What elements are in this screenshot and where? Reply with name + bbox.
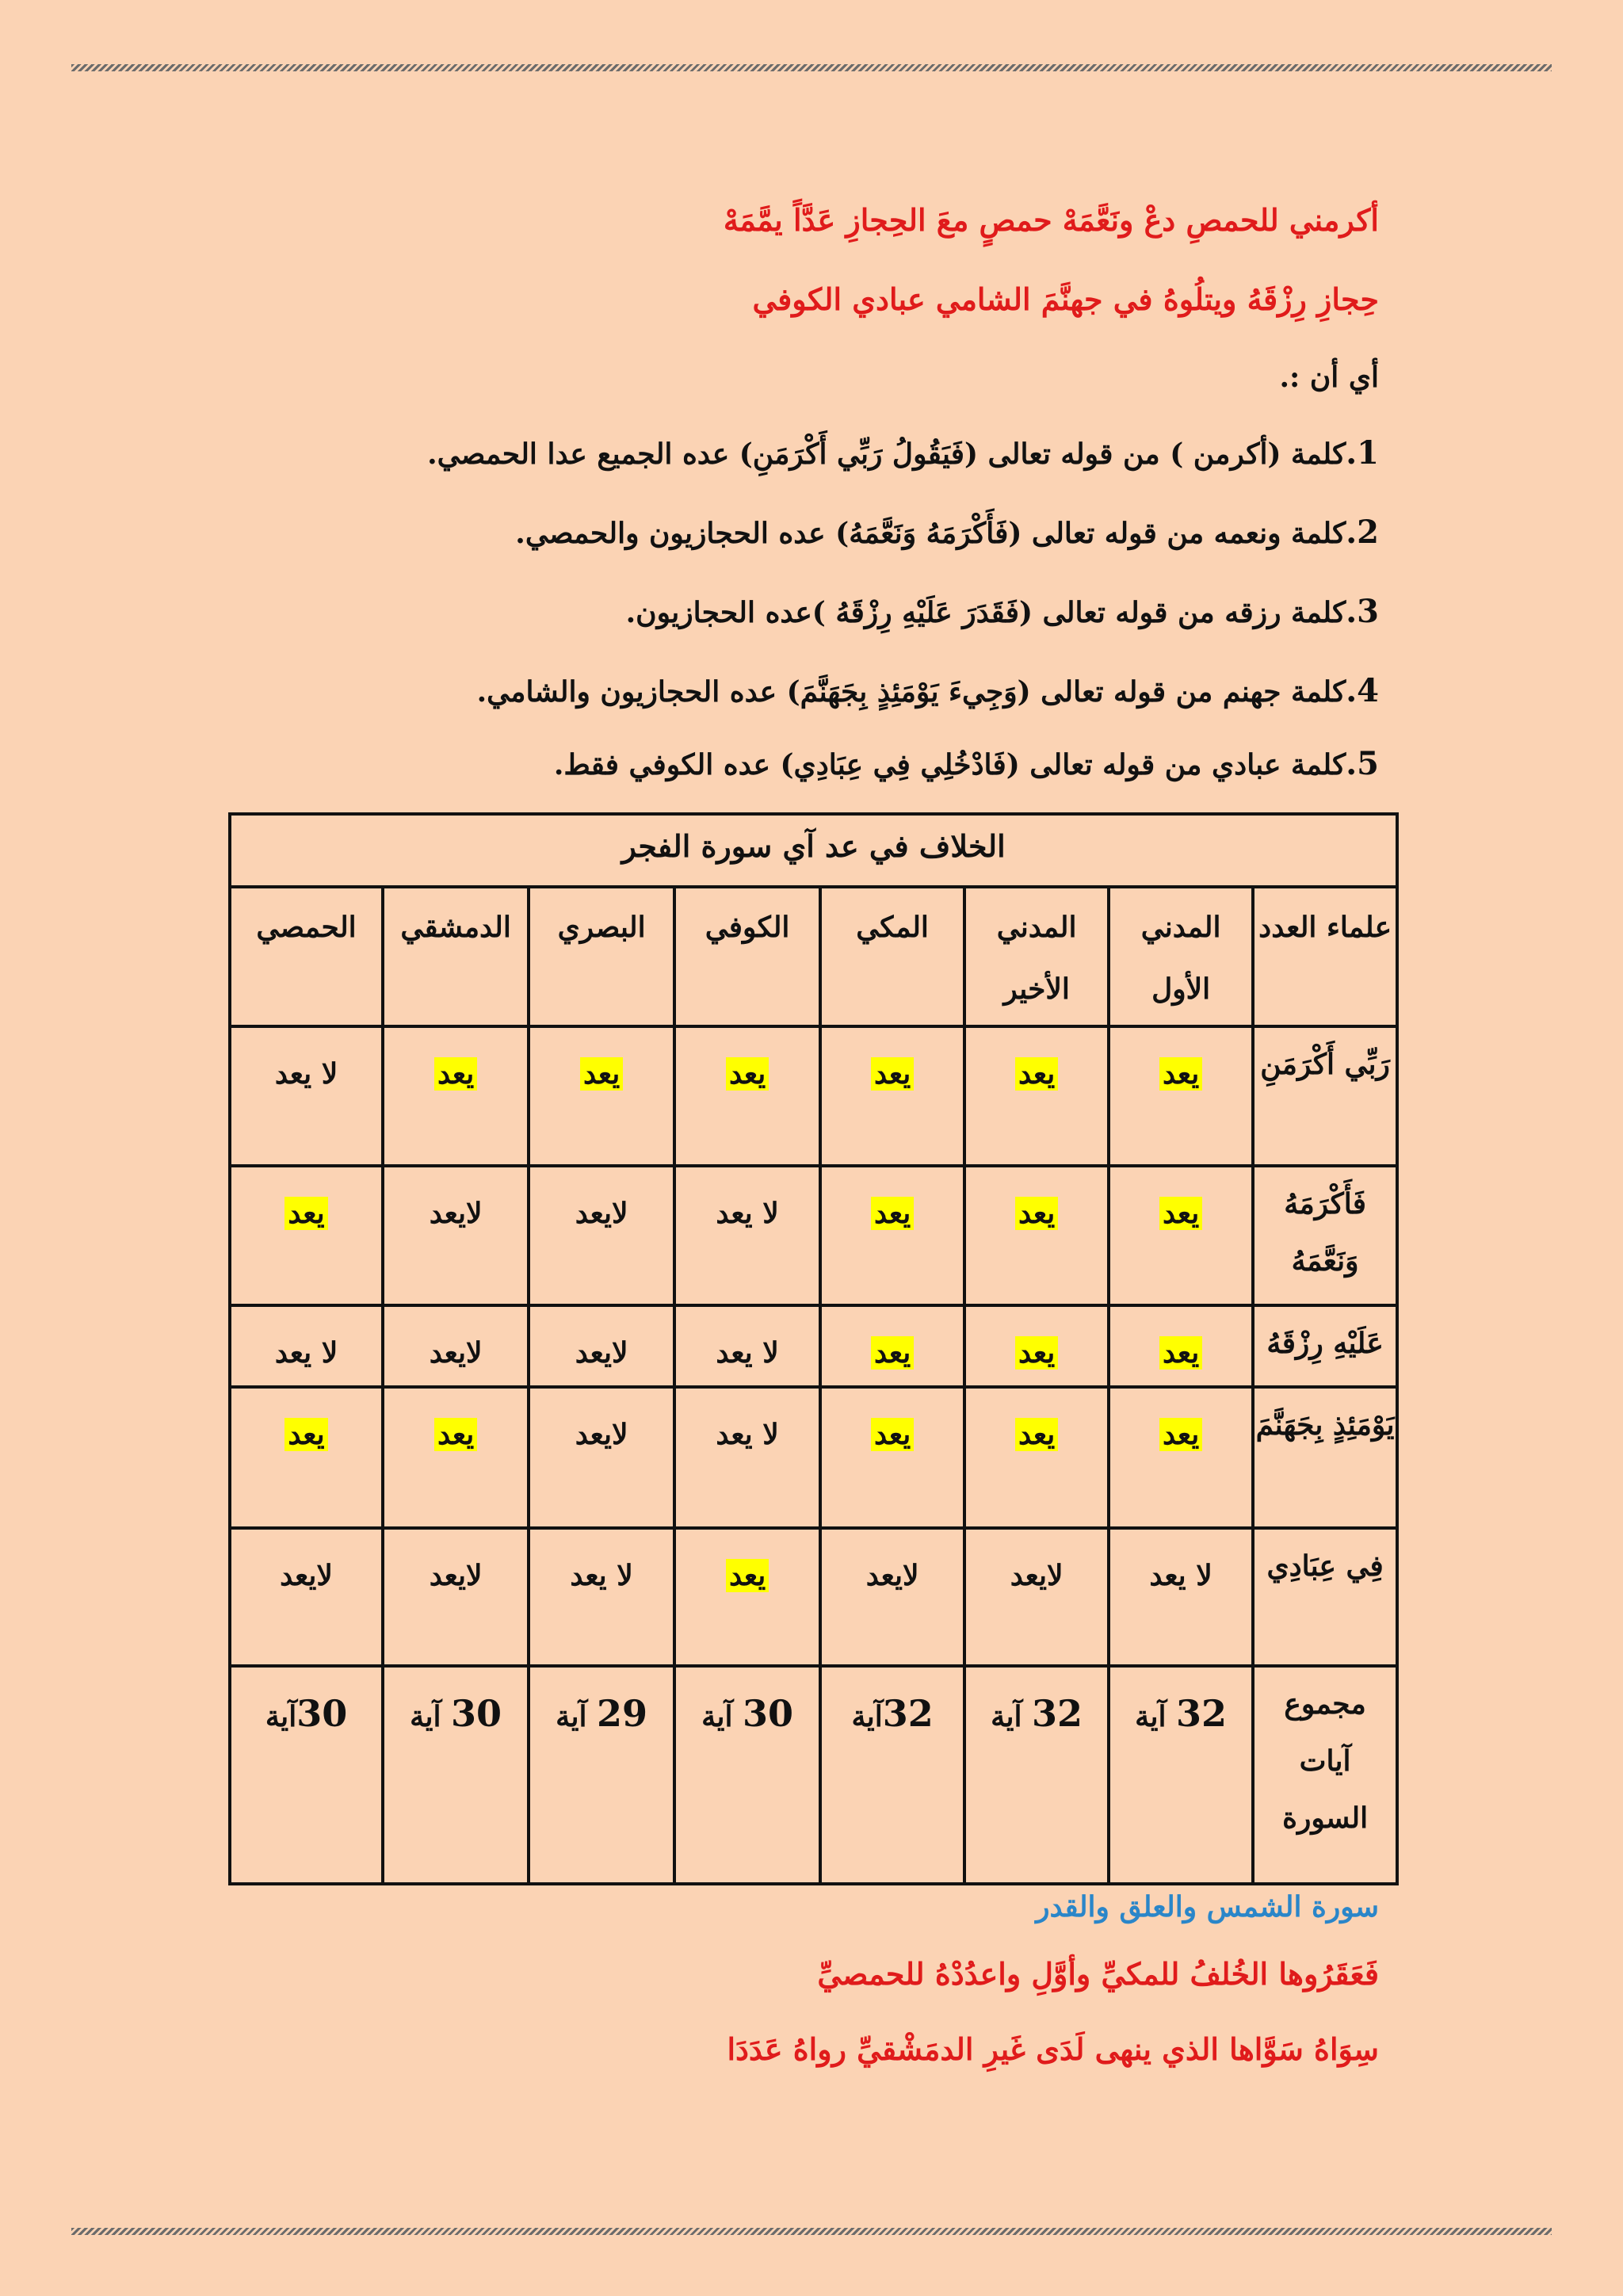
value-cell: يعد (964, 1166, 1109, 1305)
table-row (230, 1387, 1397, 1528)
value-cell: يعد (964, 1305, 1109, 1387)
value-cell: لايعد (383, 1166, 529, 1305)
value-cell: لا يعد (230, 1305, 383, 1387)
value-cell: لايعد (529, 1166, 674, 1305)
table-row (230, 1528, 1397, 1666)
header-cell: علماء العدد (1253, 887, 1397, 1026)
word-cell: رَبِّي أَكْرَمَنِ (1253, 1026, 1397, 1166)
value-cell: لايعد (964, 1528, 1109, 1666)
value-cell: يعد (1109, 1387, 1253, 1528)
total-cell: 32 آية (964, 1666, 1109, 1884)
section-title: سورة الشمس والعلق والقدر (1036, 1890, 1379, 1924)
table-row (230, 1166, 1397, 1305)
value-cell: يعد (383, 1387, 529, 1528)
header-cell: الكوفي (674, 887, 820, 1026)
list-item: 1.كلمة (أكرمن ) من قوله تعالى (فَيَقُولُ رَبِّي أَكْرَمَنِ) عده الجميع عدا الحمصي. (427, 434, 1379, 472)
value-cell: يعد (383, 1026, 529, 1166)
total-label-cell: مجموع آيات السورة (1253, 1666, 1397, 1884)
word-cell: عَلَيْهِ رِزْقَهُ (1253, 1305, 1397, 1387)
value-cell: لايعد (383, 1528, 529, 1666)
poem-line-2: حِجازِ رِزْقَهُ ويتلُوهُ في جهنَّمَ الشامي عبادي الكوفي (752, 281, 1379, 317)
value-cell: يعد (674, 1528, 820, 1666)
value-cell: لا يعد (230, 1026, 383, 1166)
word-cell: يَوْمَئِذٍ بِجَهَنَّمَ (1253, 1387, 1397, 1528)
poem2-line-1: فَعَقَرُوها الخُلفُ للمكيِّ وأوَّلِ واعدُدْهُ للحمصيِّ (817, 1956, 1379, 1992)
list-item: 3.كلمة رزقه من قوله تعالى (فَقَدَرَ عَلَيْهِ رِزْقَهُ )عده الحجازيون. (625, 593, 1379, 630)
header-cell: المكي (820, 887, 964, 1026)
poem2-line-2: سِوَاهُ سَوَّاها الذي ينهى لَدَى غَيرِ الدمَشْقيِّ رواهُ عَدَدَا (727, 2031, 1379, 2067)
word-cell: فَأَكْرَمَهُ وَنَعَّمَهُ (1253, 1166, 1397, 1305)
header-cell: المدني الأول (1109, 887, 1253, 1026)
value-cell: لايعد (383, 1305, 529, 1387)
value-cell: لايعد (529, 1387, 674, 1528)
value-cell: يعد (1109, 1305, 1253, 1387)
value-cell: يعد (1109, 1026, 1253, 1166)
totals-row (230, 1666, 1397, 1884)
total-cell: 30 آية (383, 1666, 529, 1884)
value-cell: يعد (529, 1026, 674, 1166)
value-cell: لايعد (820, 1528, 964, 1666)
value-cell: يعد (964, 1026, 1109, 1166)
value-cell: يعد (1109, 1166, 1253, 1305)
value-cell: لايعد (230, 1528, 383, 1666)
value-cell: يعد (820, 1305, 964, 1387)
header-cell: البصري (529, 887, 674, 1026)
value-cell: لا يعد (674, 1387, 820, 1528)
verse-count-table (228, 812, 1399, 1885)
total-cell: 30 آية (674, 1666, 820, 1884)
value-cell: يعد (230, 1166, 383, 1305)
value-cell: لا يعد (1109, 1528, 1253, 1666)
table-row (230, 1026, 1397, 1166)
header-cell: المدني الأخير (964, 887, 1109, 1026)
header-cell: الدمشقي (383, 887, 529, 1026)
word-cell: فِي عِبَادِي (1253, 1528, 1397, 1666)
table-title: الخلاف في عد آي سورة الفجر (230, 814, 1397, 887)
total-cell: 32آية (820, 1666, 964, 1884)
total-cell: 30آية (230, 1666, 383, 1884)
value-cell: يعد (964, 1387, 1109, 1528)
value-cell: لايعد (529, 1305, 674, 1387)
list-item: 2.كلمة ونعمه من قوله تعالى (فَأَكْرَمَهُ وَنَعَّمَهُ) عده الحجازيون والحمصي. (515, 514, 1379, 551)
value-cell: يعد (820, 1166, 964, 1305)
header-cell: الحمصي (230, 887, 383, 1026)
intro-text: أي أن :. (1279, 361, 1379, 394)
top-divider (71, 64, 1552, 71)
value-cell: يعد (820, 1026, 964, 1166)
value-cell: لا يعد (529, 1528, 674, 1666)
value-cell: لا يعد (674, 1305, 820, 1387)
list-item: 4.كلمة جهنم من قوله تعالى (وَجِيءَ يَوْمَئِذٍ بِجَهَنَّمَ) عده الحجازيون والشامي. (476, 672, 1379, 709)
value-cell: لا يعد (674, 1166, 820, 1305)
list-item: 5.كلمة عبادي من قوله تعالى (فَادْخُلِي فِي عِبَادِي) عده الكوفي فقط. (553, 745, 1379, 782)
total-cell: 29 آية (529, 1666, 674, 1884)
value-cell: يعد (674, 1026, 820, 1166)
poem-line-1: أكرمني للحمصِ دعْ ونَعَّمَهْ حمصٍ معَ الحِجازِ عَدَّاً يمَّمَهْ (723, 202, 1379, 238)
table-row (230, 1305, 1397, 1387)
value-cell: يعد (230, 1387, 383, 1528)
bottom-divider (71, 2228, 1552, 2235)
value-cell: يعد (820, 1387, 964, 1528)
total-cell: 32 آية (1109, 1666, 1253, 1884)
